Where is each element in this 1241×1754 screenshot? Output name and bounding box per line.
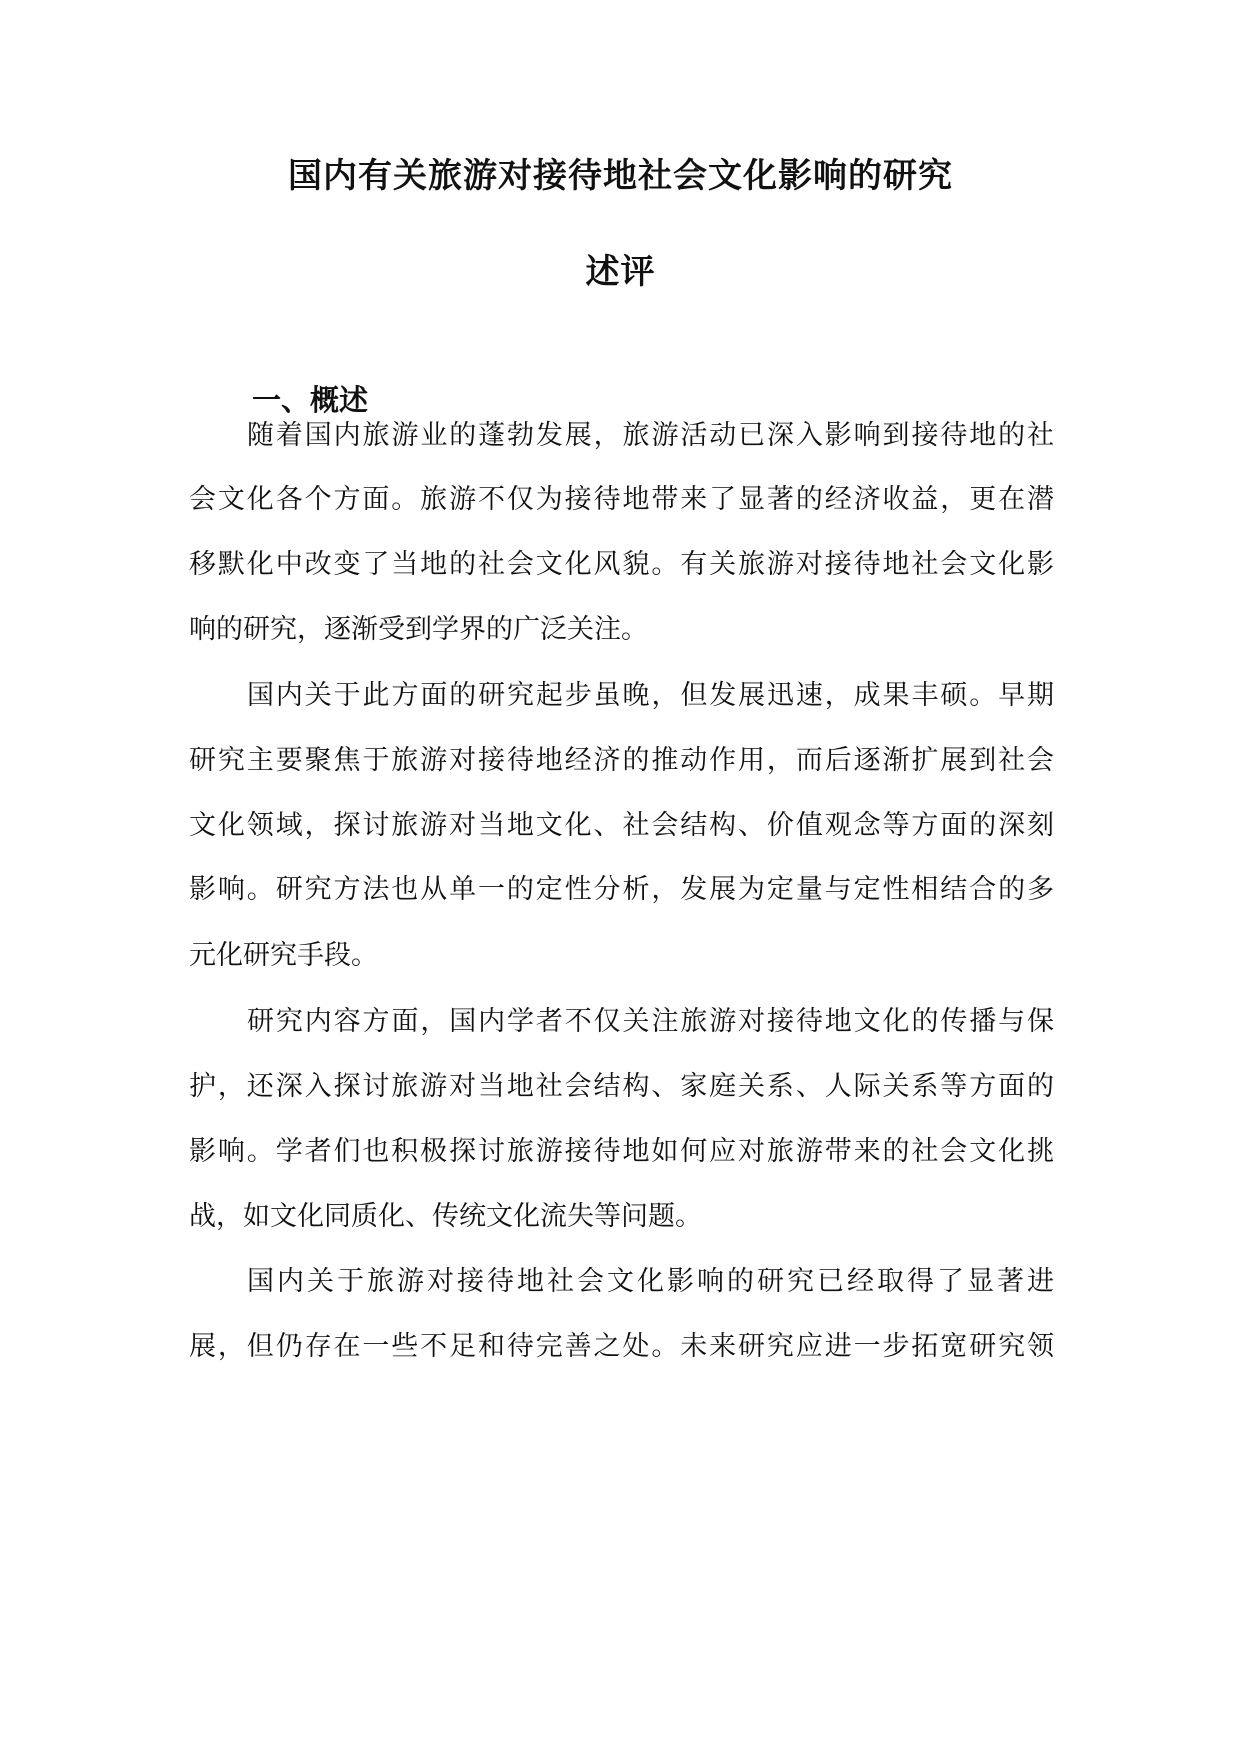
paragraph-line: 护，还深入探讨旅游对当地社会结构、家庭关系、人际关系等方面的 bbox=[189, 1071, 1054, 1102]
paragraph-line: 战，如文化同质化、传统文化流失等问题。 bbox=[189, 1201, 702, 1232]
section-heading: 一、概述 bbox=[252, 383, 369, 417]
paragraph-line: 展，但仍存在一些不足和待完善之处。未来研究应进一步拓宽研究领 bbox=[189, 1331, 1054, 1362]
paragraph-line: 元化研究手段。 bbox=[189, 940, 378, 971]
paragraph-line: 移默化中改变了当地的社会文化风貌。有关旅游对接待地社会文化影 bbox=[189, 549, 1054, 580]
paragraph-line: 研究内容方面，国内学者不仅关注旅游对接待地文化的传播与保 bbox=[247, 1006, 1054, 1037]
document-title-line-2: 述评 bbox=[585, 252, 656, 292]
document-title-line-1: 国内有关旅游对接待地社会文化影响的研究 bbox=[288, 156, 953, 196]
paragraph-line: 国内关于旅游对接待地社会文化影响的研究已经取得了显著进 bbox=[247, 1266, 1054, 1297]
paragraph-line: 影响。学者们也积极探讨旅游接待地如何应对旅游带来的社会文化挑 bbox=[189, 1136, 1054, 1167]
paragraph-line: 响的研究，逐渐受到学界的广泛关注。 bbox=[189, 614, 648, 645]
paragraph-line: 随着国内旅游业的蓬勃发展，旅游活动已深入影响到接待地的社 bbox=[247, 420, 1054, 451]
paragraph-line: 国内关于此方面的研究起步虽晚，但发展迅速，成果丰硕。早期 bbox=[247, 680, 1054, 711]
paragraph-line: 影响。研究方法也从单一的定性分析，发展为定量与定性相结合的多 bbox=[189, 874, 1054, 905]
paragraph-line: 文化领域，探讨旅游对当地文化、社会结构、价值观念等方面的深刻 bbox=[189, 810, 1054, 841]
paragraph-line: 研究主要聚焦于旅游对接待地经济的推动作用，而后逐渐扩展到社会 bbox=[189, 745, 1054, 776]
paragraph-line: 会文化各个方面。旅游不仅为接待地带来了显著的经济收益，更在潜 bbox=[189, 484, 1054, 515]
